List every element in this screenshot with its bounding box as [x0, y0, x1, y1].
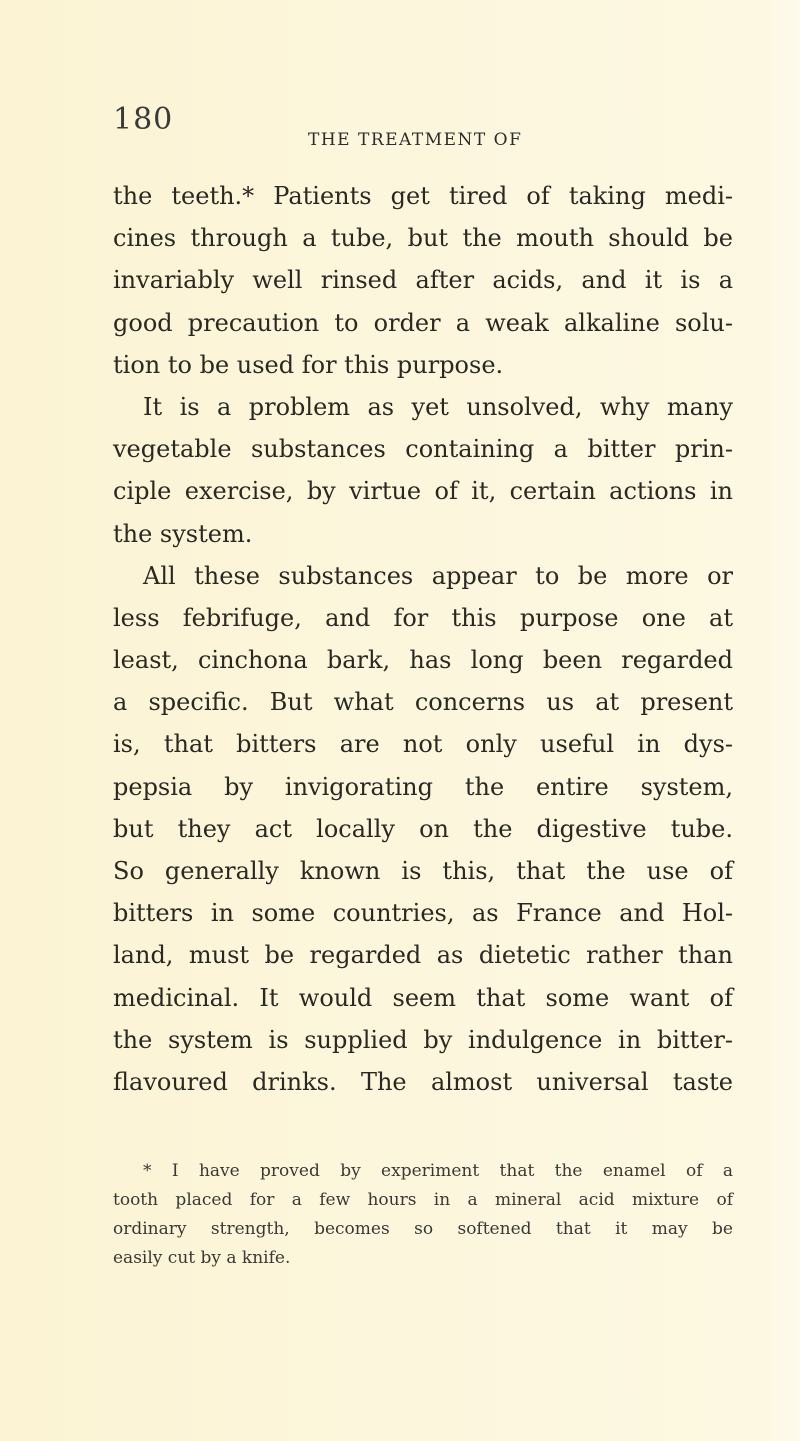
- footnote-line: * I have proved by experiment that the enamel of a: [143, 1161, 733, 1181]
- text-line: bitters in some countries, as France and Hol-: [113, 899, 733, 928]
- footnote: [113, 1157, 733, 1273]
- text-line: tion to be used for this purpose.: [113, 350, 504, 379]
- running-title: THE TREATMENT OF: [308, 130, 523, 150]
- text-line: good precaution to order a weak alkaline solu-: [113, 308, 733, 337]
- text-line: the system.: [113, 519, 253, 548]
- text-line: land, must be regarded as dietetic rather than: [113, 941, 733, 970]
- text-line: So generally known is this, that the use of: [113, 857, 733, 885]
- footnote-line: ordinary strength, becomes so softened that it may be: [113, 1219, 733, 1239]
- footnote-line: easily cut by a knife.: [113, 1248, 291, 1268]
- text-line: invariably well rinsed after acids, and it is a: [113, 266, 733, 295]
- text-line: is, that bitters are not only useful in dys-: [113, 730, 733, 759]
- text-line: ciple exercise, by virtue of it, certain actions in: [113, 477, 733, 506]
- page-header: [113, 102, 733, 152]
- text-line: a specific. But what concerns us at present: [113, 688, 733, 717]
- text-line: cines through a tube, but the mouth should be: [113, 224, 733, 253]
- text-line: the teeth.* Patients get tired of taking medi-: [113, 182, 733, 210]
- text-line: less febrifuge, and for this purpose one at: [113, 603, 733, 632]
- body-text: [113, 175, 733, 1103]
- text-line: pepsia by invigorating the entire system,: [113, 772, 733, 801]
- text-line: flavoured drinks. The almost universal taste: [113, 1067, 733, 1096]
- page-number: 180: [113, 102, 174, 137]
- text-line: least, cinchona bark, has long been regarded: [113, 646, 733, 675]
- text-line: medicinal. It would seem that some want of: [113, 983, 733, 1012]
- footnote-line: tooth placed for a few hours in a mineral acid mixture of: [113, 1190, 733, 1210]
- paragraph-first-line: It is a problem as yet unsolved, why many: [143, 392, 733, 421]
- paragraph-first-line: All these substances appear to be more or: [143, 561, 733, 590]
- text-line: but they act locally on the digestive tube.: [113, 814, 733, 843]
- text-line: the system is supplied by indulgence in bitter-: [113, 1025, 733, 1054]
- text-line: vegetable substances containing a bitter prin-: [113, 435, 733, 464]
